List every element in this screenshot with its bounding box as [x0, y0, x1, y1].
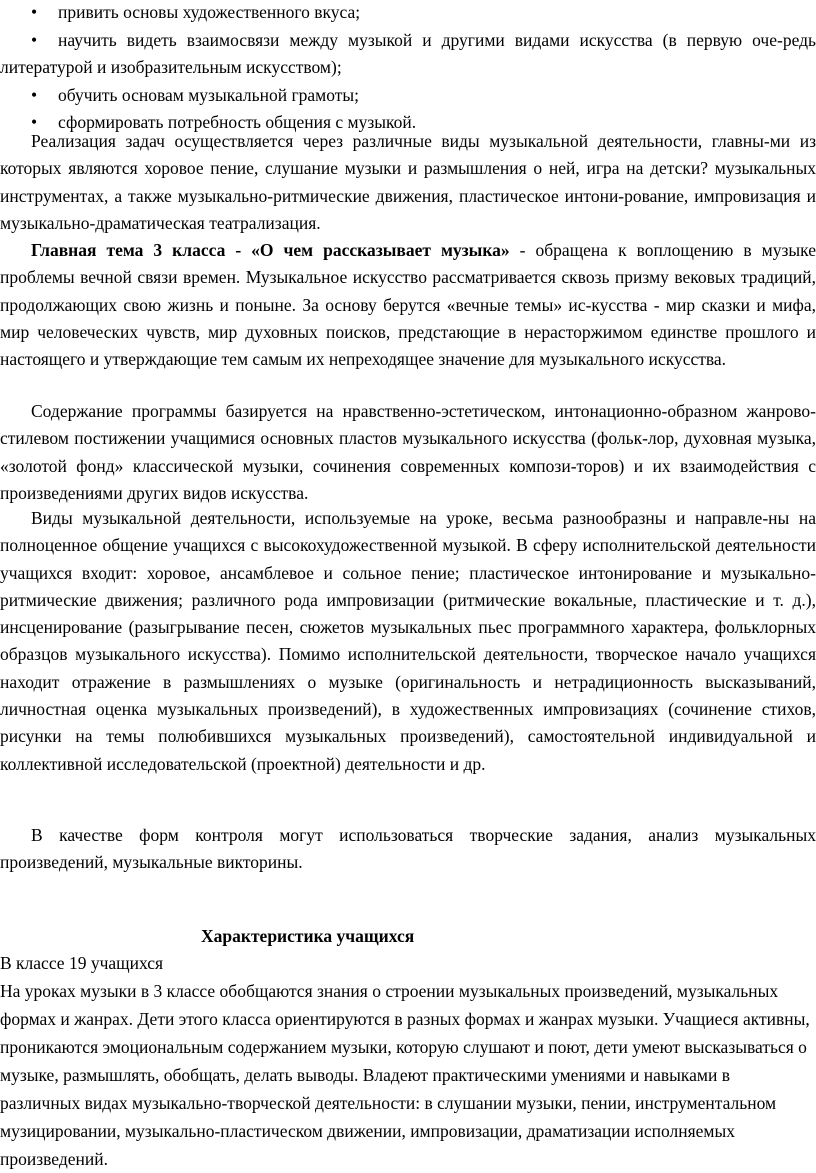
paragraph-students: На уроках музыки в 3 классе обобщаются знания о строении музыкальных произведений, музыкальных формах и жанрах. Дети этого класса ориентируются в разных формах и жанрах музыки. Учащиеся активны, проникаются эмоциональным содержанием музыки, которую слушают и поют, дети умеют высказываться о музыке, размышлять, обобщать, делать выводы. Владеют практическими умениями и навыками в различных видах музыкально-творческой деятельности: в слушании музыки, пении, инструментальном музицировании, музыкально-пластическом движении, импровизации, драматизации исполняемых произведений. — [0, 981, 810, 1169]
main-theme-text: - обращена к воплощению в музыке проблемы вечной связи времен. Музыкальное искусство рассматривается сквозь призму вековых традиций, продолжающих свою жизнь и поныне. За основу берутся «вечные темы» ис-кусства - мир сказки и мифа, мир человеческих чувств, мир духовных поисков, предстающие в нерасторжимом единстве прошлого и настоящего и утверждающие тем самым их непреходящее значение для музыкального искусства. — [0, 240, 816, 370]
paragraph-control-forms: В качестве форм контроля могут использоваться творческие задания, анализ музыкальных произведений, музыкальные викторины. — [0, 825, 816, 873]
paragraph-activity-kinds: Виды музыкальной деятельности, используемые на уроке, весьма разнообразны и направле-ны на полноценное общение учащихся с высокохудожественной музыкой. В сферу исполнительской деятельности учащихся входит: хоровое, ансамблевое и сольное пение; пластическое интонирование и музыкально-ритмические движения; различного рода импровизации (ритмические вокальные, пластические и т. д.), инсценирование (разыгрывание песен, сюжетов музыкальных пьес программного характера, фольклорных образцов музыкального искусства). Помимо исполнительской деятельности, творческое начало учащихся находит отражение в размышлениях о музыке (оригинальность и нетрадиционность высказываний, личностная оценка музыкальных произведений), в художественных импровизациях (сочинение стихов, рисунки на темы полюбившихся музыкальных произведений), самостоятельной индивидуальной и коллективной исследовательской (проектной) деятельности и др. — [0, 508, 816, 774]
bullet-item — [0, 0, 816, 27]
class-count: В классе 19 учащихся — [0, 953, 164, 973]
bullet-text: сформировать потребность общения с музыкой. — [58, 112, 417, 132]
main-theme-title: Главная тема 3 класса - «О чем рассказывает музыка» — [31, 240, 510, 260]
paragraph-program-content: Содержание программы базируется на нравственно-эстетическом, интонационно-образном жанрово-стилевом постижении учащимися основных пластов музыкального искусства (фольк-лор, духовная музыка, «золотой фонд» классической музыки, сочинения современных компози-торов) и их взаимодействия с произведениями других видов искусства. — [0, 401, 816, 503]
bullet-marker: • — [31, 2, 38, 22]
section-heading: Характеристика учащихся — [201, 926, 415, 946]
bullet-item — [0, 27, 816, 82]
bullet-item — [0, 82, 816, 110]
bullet-text: привить основы художественного вкуса; — [58, 2, 361, 22]
bullet-text: научить видеть взаимосвязи между музыкой и другими видами искусства (в первую оче-редь литературой и изобразительным искусством); — [0, 29, 816, 77]
bullet-marker: • — [31, 112, 38, 132]
paragraph-main-theme — [0, 237, 816, 373]
paragraph-tasks: Реализация задач осуществляется через различные виды музыкальной деятельности, главны-ми из которых являются хоровое пение, слушание музыки и размышления о ней, игра на детски? музыкальных инструментах, а также музыкально-ритмические движения, пластическое интони-рование, импровизация и музыкально-драматическая театрализация. — [0, 131, 816, 233]
bullet-marker: • — [31, 84, 38, 105]
goals-bullet-list — [0, 0, 816, 137]
bullet-marker: • — [31, 29, 38, 50]
bullet-text: обучить основам музыкальной грамоты; — [58, 84, 360, 105]
